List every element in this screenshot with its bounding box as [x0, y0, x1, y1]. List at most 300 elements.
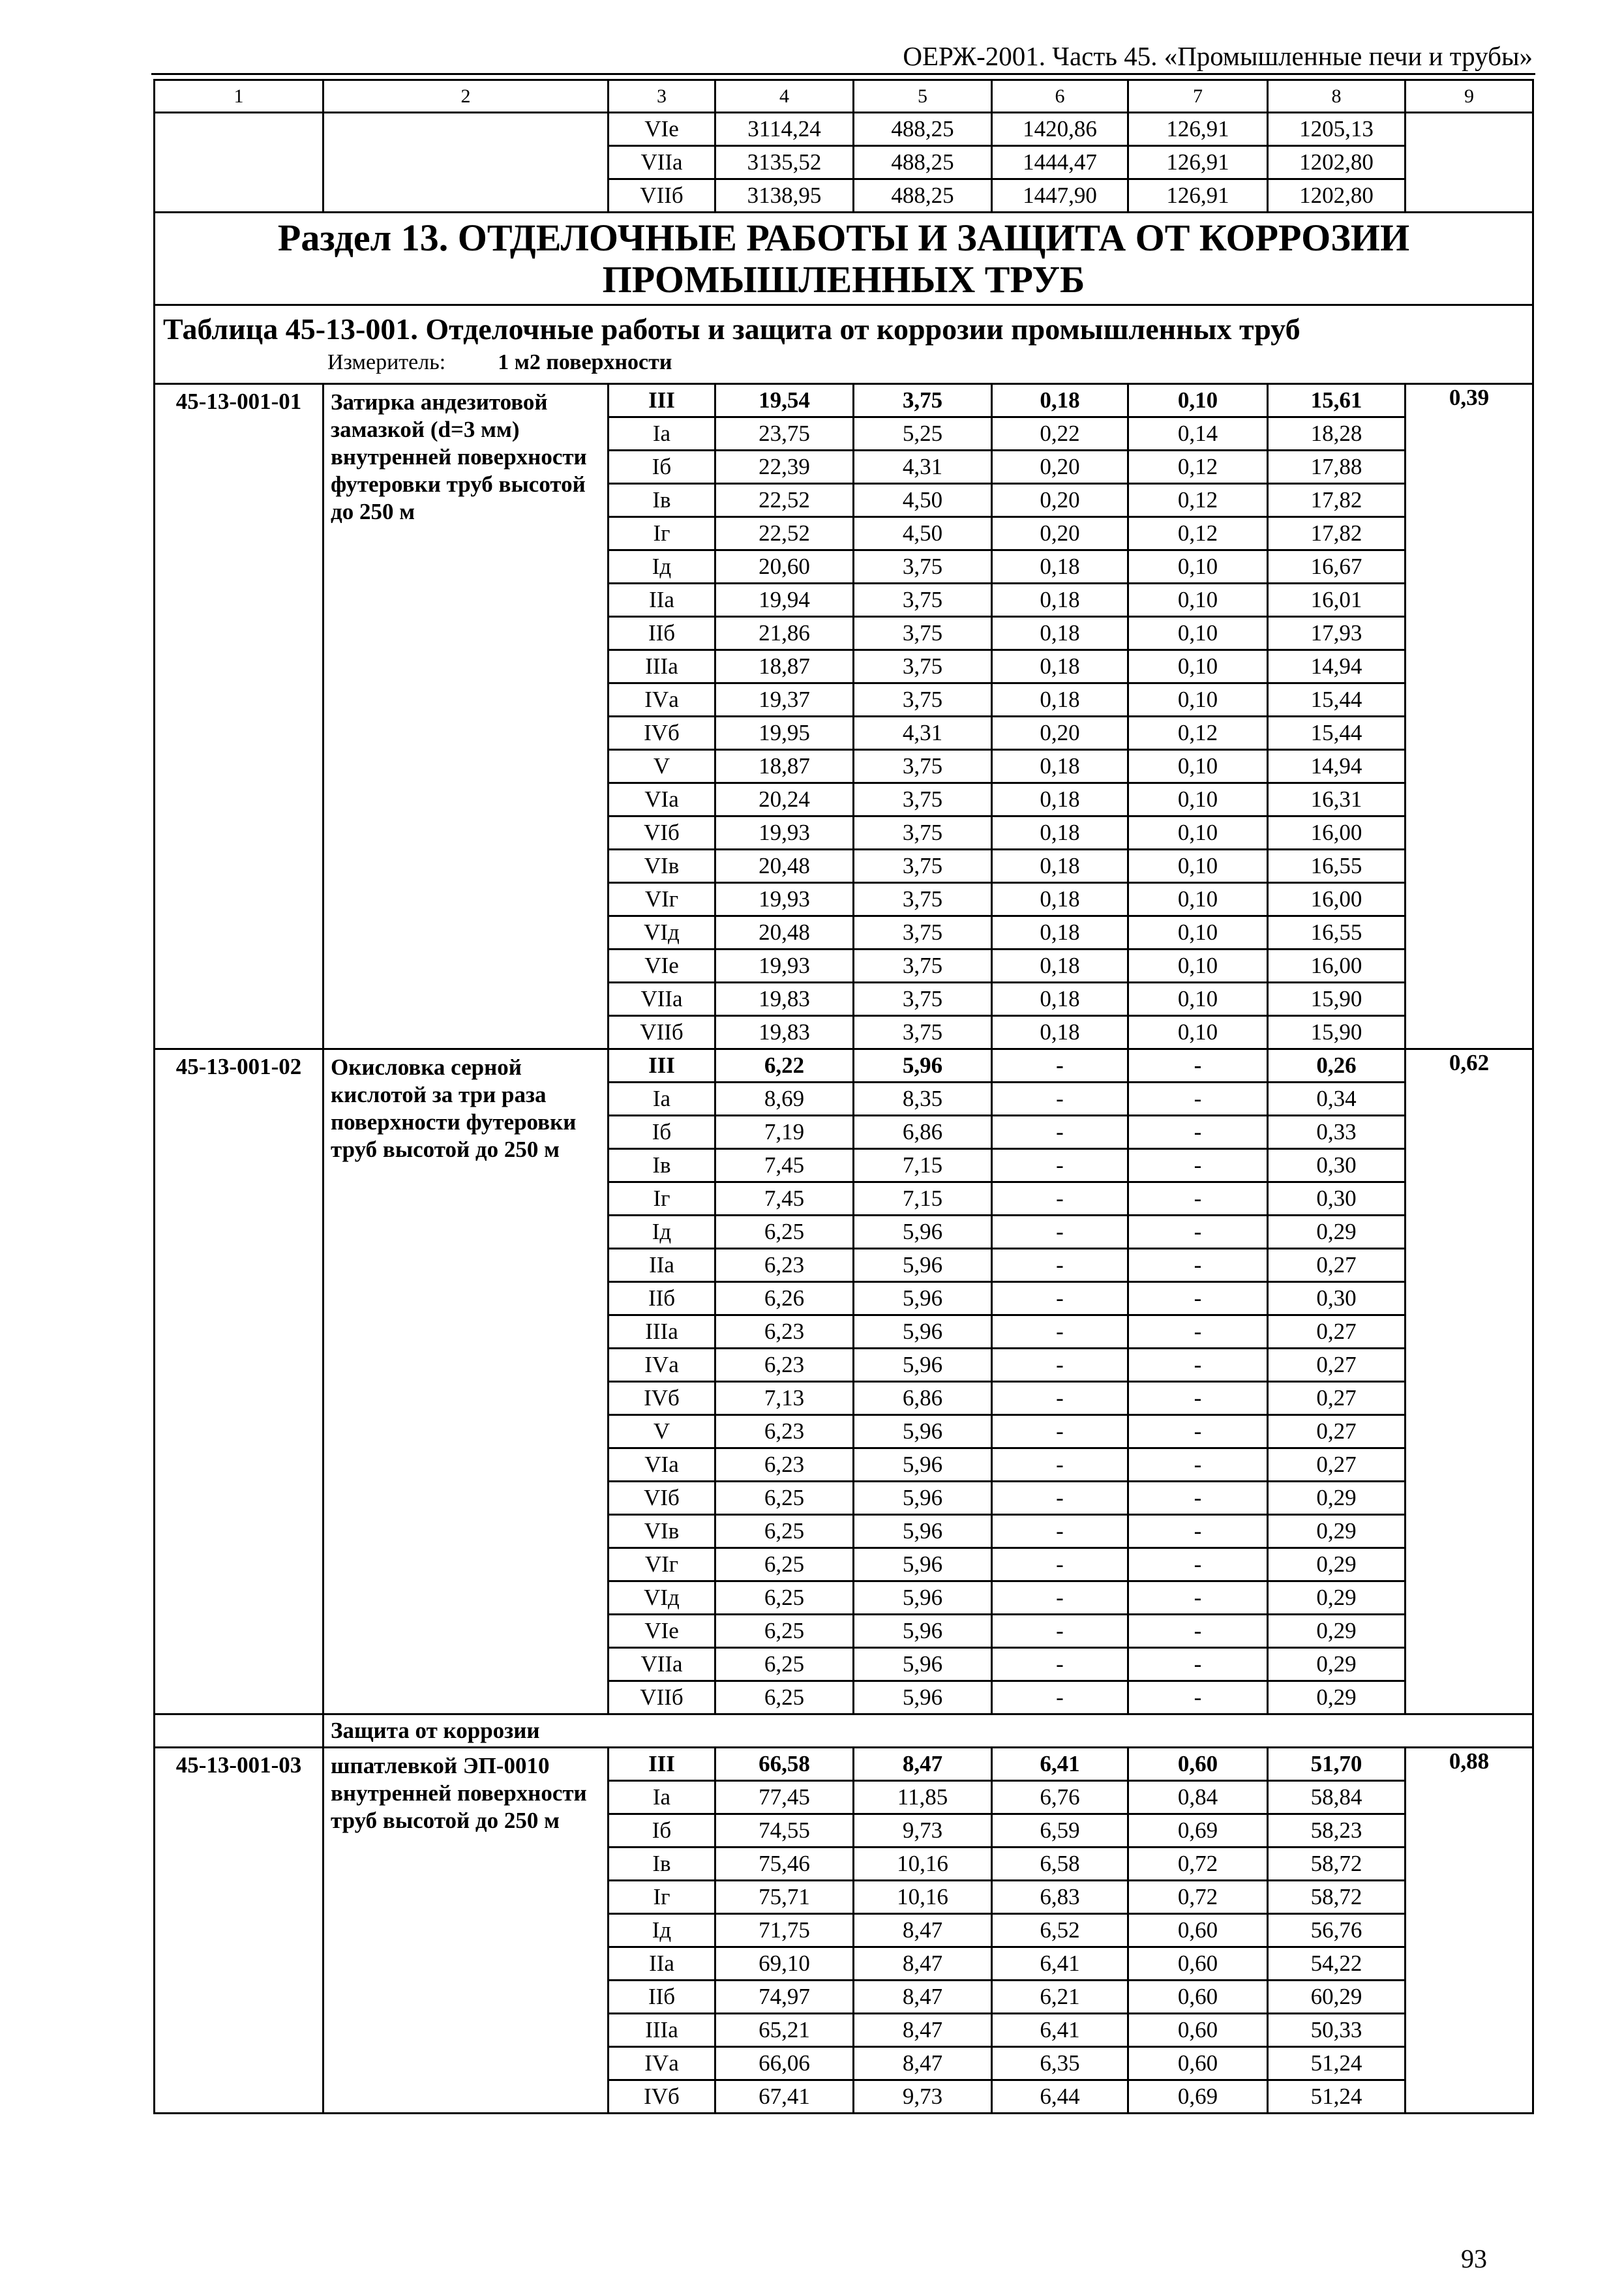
code-cell: 45-13-001-03	[155, 1748, 323, 2114]
materials-cell: 0,29	[1268, 1615, 1406, 1648]
machine-cost-cell: 0,20	[992, 484, 1128, 517]
machine-cost-cell: 6,44	[992, 2080, 1128, 2114]
wages-cell: 3,75	[854, 683, 992, 717]
machinist-wages-cell: 0,60	[1128, 1981, 1268, 2014]
machine-cost-cell: -	[992, 1482, 1128, 1515]
direct-cost-cell: 66,06	[715, 2047, 854, 2080]
machine-cost-cell: 0,18	[992, 950, 1128, 983]
materials-cell: 51,24	[1268, 2080, 1406, 2114]
zone-cell: VIIа	[609, 983, 715, 1016]
materials-cell: 0,27	[1268, 1249, 1406, 1282]
zone-cell: VIе	[609, 113, 715, 146]
machine-cost-cell: 1444,47	[992, 146, 1128, 179]
wages-cell: 7,15	[854, 1149, 992, 1182]
wages-cell: 5,96	[854, 1681, 992, 1714]
machine-cost-cell: -	[992, 1615, 1128, 1648]
wages-cell: 4,50	[854, 484, 992, 517]
zone-cell: IVа	[609, 2047, 715, 2080]
materials-cell: 0,29	[1268, 1648, 1406, 1681]
wages-cell: 8,47	[854, 2047, 992, 2080]
wages-cell: 9,73	[854, 2080, 992, 2114]
wages-cell: 5,96	[854, 1448, 992, 1482]
zone-cell: IVб	[609, 1382, 715, 1415]
machinist-wages-cell: 0,84	[1128, 1781, 1268, 1814]
zone-cell: IIб	[609, 1282, 715, 1315]
materials-cell: 0,27	[1268, 1382, 1406, 1415]
zone-cell: VIе	[609, 950, 715, 983]
materials-cell: 0,26	[1268, 1049, 1406, 1083]
wages-cell: 5,96	[854, 1581, 992, 1615]
direct-cost-cell: 6,26	[715, 1282, 854, 1315]
machine-cost-cell: 0,20	[992, 451, 1128, 484]
wages-cell: 8,47	[854, 1748, 992, 1781]
machinist-wages-cell: -	[1128, 1482, 1268, 1515]
zone-cell: IVб	[609, 717, 715, 750]
direct-cost-cell: 21,86	[715, 617, 854, 650]
zone-cell: IIб	[609, 617, 715, 650]
machinist-wages-cell: -	[1128, 1681, 1268, 1714]
machinist-wages-cell: 126,91	[1128, 146, 1268, 179]
machine-cost-cell: 0,18	[992, 883, 1128, 916]
running-header: ОЕРЖ-2001. Часть 45. «Промышленные печи и трубы»	[903, 41, 1533, 71]
wages-cell: 5,96	[854, 1315, 992, 1349]
wages-cell: 8,47	[854, 1947, 992, 1981]
direct-cost-cell: 19,83	[715, 983, 854, 1016]
wages-cell: 8,47	[854, 1981, 992, 2014]
machine-cost-cell: -	[992, 1382, 1128, 1415]
header-divider	[151, 73, 1535, 75]
machinist-wages-cell: 0,10	[1128, 617, 1268, 650]
machinist-wages-cell: 0,10	[1128, 783, 1268, 816]
materials-cell: 0,34	[1268, 1083, 1406, 1116]
zone-cell: IIIа	[609, 650, 715, 683]
machinist-wages-cell: 0,60	[1128, 1947, 1268, 1981]
code-cell: 45-13-001-02	[155, 1049, 323, 1714]
materials-cell: 0,29	[1268, 1482, 1406, 1515]
zone-cell: Iг	[609, 517, 715, 550]
materials-cell: 17,88	[1268, 451, 1406, 484]
machinist-wages-cell: 0,60	[1128, 1748, 1268, 1781]
direct-cost-cell: 65,21	[715, 2014, 854, 2047]
zone-cell: IVа	[609, 683, 715, 717]
direct-cost-cell: 6,25	[715, 1648, 854, 1681]
machine-cost-cell: 0,18	[992, 650, 1128, 683]
machine-cost-cell: 1447,90	[992, 179, 1128, 213]
subheading-spacer	[155, 1714, 323, 1748]
materials-cell: 0,29	[1268, 1548, 1406, 1581]
machinist-wages-cell: -	[1128, 1182, 1268, 1216]
section-title: Раздел 13. ОТДЕЛОЧНЫЕ РАБОТЫ И ЗАЩИТА ОТ КОРРОЗИИ ПРОМЫШЛЕННЫХ ТРУБ	[155, 213, 1533, 305]
wages-cell: 5,96	[854, 1482, 992, 1515]
materials-cell: 0,27	[1268, 1415, 1406, 1448]
machinist-wages-cell: 0,69	[1128, 1814, 1268, 1848]
machinist-wages-cell: 0,12	[1128, 717, 1268, 750]
direct-cost-cell: 6,23	[715, 1448, 854, 1482]
machine-cost-cell: 0,18	[992, 384, 1128, 417]
materials-cell: 17,82	[1268, 484, 1406, 517]
zone-cell: IIа	[609, 1947, 715, 1981]
unit-label: Измеритель:	[327, 350, 446, 374]
materials-cell: 0,30	[1268, 1149, 1406, 1182]
wages-cell: 3,75	[854, 384, 992, 417]
materials-cell: 15,61	[1268, 384, 1406, 417]
unit-line	[163, 348, 1524, 378]
rates-table	[153, 79, 1534, 2114]
column-number: 2	[323, 80, 609, 113]
description-cell: Затирка андезитовой замазкой (d=3 мм) внутренней поверхности футеровки труб высотой до 250 м	[323, 384, 609, 1049]
wages-cell: 11,85	[854, 1781, 992, 1814]
col9-cell: 0,39	[1406, 384, 1533, 1049]
machine-cost-cell: 6,83	[992, 1881, 1128, 1914]
direct-cost-cell: 6,25	[715, 1581, 854, 1615]
direct-cost-cell: 3114,24	[715, 113, 854, 146]
materials-cell: 0,33	[1268, 1116, 1406, 1149]
materials-cell: 58,72	[1268, 1848, 1406, 1881]
materials-cell: 17,93	[1268, 617, 1406, 650]
wages-cell: 488,25	[854, 146, 992, 179]
materials-cell: 1205,13	[1268, 113, 1406, 146]
machinist-wages-cell: 0,60	[1128, 2047, 1268, 2080]
machine-cost-cell: 0,18	[992, 617, 1128, 650]
machine-cost-cell: 6,35	[992, 2047, 1128, 2080]
machine-cost-cell: 0,18	[992, 750, 1128, 783]
materials-cell: 16,55	[1268, 850, 1406, 883]
zone-cell: Iа	[609, 417, 715, 451]
direct-cost-cell: 6,25	[715, 1216, 854, 1249]
materials-cell: 0,27	[1268, 1349, 1406, 1382]
unit-value: 1 м2 поверхности	[498, 350, 672, 374]
machine-cost-cell: 6,52	[992, 1914, 1128, 1947]
direct-cost-cell: 67,41	[715, 2080, 854, 2114]
subheading-row	[155, 1714, 1533, 1748]
machinist-wages-cell: 0,10	[1128, 916, 1268, 950]
zone-cell: VIе	[609, 1615, 715, 1648]
direct-cost-cell: 22,39	[715, 451, 854, 484]
subheading: Защита от коррозии	[323, 1714, 1533, 1748]
zone-cell: VIIб	[609, 1016, 715, 1049]
direct-cost-cell: 69,10	[715, 1947, 854, 1981]
machinist-wages-cell: 0,72	[1128, 1881, 1268, 1914]
wages-cell: 5,96	[854, 1415, 992, 1448]
wages-cell: 3,75	[854, 617, 992, 650]
wages-cell: 4,50	[854, 517, 992, 550]
materials-cell: 60,29	[1268, 1981, 1406, 2014]
wages-cell: 5,96	[854, 1515, 992, 1548]
machinist-wages-cell: 126,91	[1128, 179, 1268, 213]
wages-cell: 4,31	[854, 717, 992, 750]
direct-cost-cell: 18,87	[715, 750, 854, 783]
machine-cost-cell: 0,20	[992, 717, 1128, 750]
machine-cost-cell: 0,20	[992, 517, 1128, 550]
machinist-wages-cell: -	[1128, 1648, 1268, 1681]
direct-cost-cell: 19,93	[715, 950, 854, 983]
direct-cost-cell: 75,46	[715, 1848, 854, 1881]
machinist-wages-cell: 0,69	[1128, 2080, 1268, 2114]
direct-cost-cell: 19,94	[715, 584, 854, 617]
direct-cost-cell: 19,95	[715, 717, 854, 750]
zone-cell: VIд	[609, 1581, 715, 1615]
direct-cost-cell: 3135,52	[715, 146, 854, 179]
machine-cost-cell: 0,18	[992, 916, 1128, 950]
table-row	[155, 384, 1533, 417]
materials-cell: 0,29	[1268, 1216, 1406, 1249]
zone-cell: Iб	[609, 451, 715, 484]
machinist-wages-cell: 0,10	[1128, 883, 1268, 916]
machine-cost-cell: -	[992, 1182, 1128, 1216]
wages-cell: 3,75	[854, 916, 992, 950]
table-row	[155, 1049, 1533, 1083]
machine-cost-cell: 6,41	[992, 1748, 1128, 1781]
machine-cost-cell: 6,76	[992, 1781, 1128, 1814]
machine-cost-cell: -	[992, 1315, 1128, 1349]
machine-cost-cell: -	[992, 1116, 1128, 1149]
materials-cell: 16,00	[1268, 816, 1406, 850]
direct-cost-cell: 22,52	[715, 484, 854, 517]
direct-cost-cell: 6,23	[715, 1249, 854, 1282]
materials-cell: 17,82	[1268, 517, 1406, 550]
machinist-wages-cell: 0,10	[1128, 683, 1268, 717]
wages-cell: 9,73	[854, 1814, 992, 1848]
direct-cost-cell: 6,23	[715, 1315, 854, 1349]
machinist-wages-cell: 0,10	[1128, 584, 1268, 617]
materials-cell: 16,55	[1268, 916, 1406, 950]
materials-cell: 0,29	[1268, 1681, 1406, 1714]
zone-cell: IVб	[609, 2080, 715, 2114]
machine-cost-cell: -	[992, 1681, 1128, 1714]
machinist-wages-cell: -	[1128, 1382, 1268, 1415]
direct-cost-cell: 19,37	[715, 683, 854, 717]
direct-cost-cell: 20,24	[715, 783, 854, 816]
zone-cell: VIIа	[609, 146, 715, 179]
machinist-wages-cell: -	[1128, 1049, 1268, 1083]
direct-cost-cell: 20,48	[715, 916, 854, 950]
wages-cell: 3,75	[854, 950, 992, 983]
machinist-wages-cell: -	[1128, 1116, 1268, 1149]
direct-cost-cell: 6,25	[715, 1681, 854, 1714]
machine-cost-cell: 0,18	[992, 783, 1128, 816]
machinist-wages-cell: -	[1128, 1548, 1268, 1581]
direct-cost-cell: 7,19	[715, 1116, 854, 1149]
materials-cell: 0,30	[1268, 1282, 1406, 1315]
wages-cell: 488,25	[854, 113, 992, 146]
machinist-wages-cell: 0,60	[1128, 2014, 1268, 2047]
wages-cell: 8,47	[854, 2014, 992, 2047]
machinist-wages-cell: 0,12	[1128, 451, 1268, 484]
direct-cost-cell: 75,71	[715, 1881, 854, 1914]
wages-cell: 3,75	[854, 1016, 992, 1049]
machine-cost-cell: -	[992, 1448, 1128, 1482]
wages-cell: 5,96	[854, 1349, 992, 1382]
zone-cell: VIв	[609, 850, 715, 883]
materials-cell: 0,27	[1268, 1448, 1406, 1482]
machine-cost-cell: -	[992, 1415, 1128, 1448]
materials-cell: 16,00	[1268, 883, 1406, 916]
machinist-wages-cell: -	[1128, 1615, 1268, 1648]
column-number: 1	[155, 80, 323, 113]
machine-cost-cell: 6,58	[992, 1848, 1128, 1881]
col9-cell: 0,88	[1406, 1748, 1533, 2114]
machine-cost-cell: 0,18	[992, 683, 1128, 717]
zone-cell: Iв	[609, 1848, 715, 1881]
machinist-wages-cell: 0,10	[1128, 384, 1268, 417]
table-body	[155, 80, 1533, 2114]
materials-cell: 16,67	[1268, 550, 1406, 584]
direct-cost-cell: 23,75	[715, 417, 854, 451]
description-cell: шпатлевкой ЭП-0010 внутренней поверхности труб высотой до 250 м	[323, 1748, 609, 2114]
column-number: 7	[1128, 80, 1268, 113]
materials-cell: 15,44	[1268, 683, 1406, 717]
zone-cell: Iв	[609, 484, 715, 517]
materials-cell: 15,90	[1268, 983, 1406, 1016]
section-row	[155, 213, 1533, 305]
direct-cost-cell: 7,45	[715, 1182, 854, 1216]
machinist-wages-cell: 0,10	[1128, 1016, 1268, 1049]
machinist-wages-cell: -	[1128, 1315, 1268, 1349]
wages-cell: 10,16	[854, 1881, 992, 1914]
wages-cell: 8,47	[854, 1914, 992, 1947]
machinist-wages-cell: 0,10	[1128, 816, 1268, 850]
direct-cost-cell: 19,93	[715, 816, 854, 850]
machine-cost-cell: -	[992, 1548, 1128, 1581]
machinist-wages-cell: 0,10	[1128, 983, 1268, 1016]
column-number-row	[155, 80, 1533, 113]
direct-cost-cell: 8,69	[715, 1083, 854, 1116]
materials-cell: 58,72	[1268, 1881, 1406, 1914]
machinist-wages-cell: 0,10	[1128, 850, 1268, 883]
direct-cost-cell: 19,83	[715, 1016, 854, 1049]
direct-cost-cell: 19,93	[715, 883, 854, 916]
machine-cost-cell: -	[992, 1249, 1128, 1282]
machine-cost-cell: 0,18	[992, 584, 1128, 617]
machinist-wages-cell: -	[1128, 1149, 1268, 1182]
column-number: 4	[715, 80, 854, 113]
machinist-wages-cell: 126,91	[1128, 113, 1268, 146]
zone-cell: VIв	[609, 1515, 715, 1548]
wages-cell: 3,75	[854, 783, 992, 816]
materials-cell: 0,29	[1268, 1515, 1406, 1548]
machine-cost-cell: 0,18	[992, 1016, 1128, 1049]
wages-cell: 10,16	[854, 1848, 992, 1881]
code-cell: 45-13-001-01	[155, 384, 323, 1049]
materials-cell: 0,27	[1268, 1315, 1406, 1349]
description-cell	[323, 113, 609, 213]
machine-cost-cell: -	[992, 1049, 1128, 1083]
materials-cell: 1202,80	[1268, 146, 1406, 179]
direct-cost-cell: 6,25	[715, 1615, 854, 1648]
machinist-wages-cell: 0,60	[1128, 1914, 1268, 1947]
direct-cost-cell: 74,97	[715, 1981, 854, 2014]
direct-cost-cell: 6,23	[715, 1349, 854, 1382]
table-title-row	[155, 305, 1533, 384]
zone-cell: IIа	[609, 1249, 715, 1282]
wages-cell: 3,75	[854, 883, 992, 916]
zone-cell: VIIб	[609, 179, 715, 213]
direct-cost-cell: 77,45	[715, 1781, 854, 1814]
direct-cost-cell: 6,22	[715, 1049, 854, 1083]
materials-cell: 14,94	[1268, 650, 1406, 683]
machinist-wages-cell: 0,10	[1128, 950, 1268, 983]
materials-cell: 0,30	[1268, 1182, 1406, 1216]
materials-cell: 50,33	[1268, 2014, 1406, 2047]
machine-cost-cell: 0,18	[992, 550, 1128, 584]
direct-cost-cell: 6,25	[715, 1515, 854, 1548]
direct-cost-cell: 6,25	[715, 1482, 854, 1515]
direct-cost-cell: 22,52	[715, 517, 854, 550]
zone-cell: III	[609, 1748, 715, 1781]
machinist-wages-cell: 0,14	[1128, 417, 1268, 451]
zone-cell: VIг	[609, 1548, 715, 1581]
materials-cell: 16,01	[1268, 584, 1406, 617]
machinist-wages-cell: 0,10	[1128, 750, 1268, 783]
wages-cell: 488,25	[854, 179, 992, 213]
zone-cell: Iд	[609, 1216, 715, 1249]
direct-cost-cell: 18,87	[715, 650, 854, 683]
wages-cell: 4,31	[854, 451, 992, 484]
direct-cost-cell: 7,45	[715, 1149, 854, 1182]
wages-cell: 5,96	[854, 1615, 992, 1648]
column-number: 6	[992, 80, 1128, 113]
zone-cell: VIг	[609, 883, 715, 916]
table-title-cell	[155, 305, 1533, 384]
col9-cell	[1406, 113, 1533, 213]
wages-cell: 5,96	[854, 1216, 992, 1249]
machinist-wages-cell: -	[1128, 1249, 1268, 1282]
machine-cost-cell: -	[992, 1149, 1128, 1182]
zone-cell: Iб	[609, 1814, 715, 1848]
machine-cost-cell: 1420,86	[992, 113, 1128, 146]
machine-cost-cell: 6,59	[992, 1814, 1128, 1848]
code-cell	[155, 113, 323, 213]
zone-cell: VIIб	[609, 1681, 715, 1714]
column-number: 9	[1406, 80, 1533, 113]
wages-cell: 5,25	[854, 417, 992, 451]
machinist-wages-cell: -	[1128, 1083, 1268, 1116]
description-cell: Окисловка серной кислотой за три раза поверхности футеровки труб высотой до 250 м	[323, 1049, 609, 1714]
machinist-wages-cell: -	[1128, 1415, 1268, 1448]
zone-cell: VIа	[609, 1448, 715, 1482]
machine-cost-cell: -	[992, 1581, 1128, 1615]
materials-cell: 1202,80	[1268, 179, 1406, 213]
wages-cell: 6,86	[854, 1382, 992, 1415]
machine-cost-cell: -	[992, 1648, 1128, 1681]
machinist-wages-cell: 0,12	[1128, 484, 1268, 517]
zone-cell: IIIа	[609, 1315, 715, 1349]
materials-cell: 0,29	[1268, 1581, 1406, 1615]
machinist-wages-cell: 0,12	[1128, 517, 1268, 550]
page-number: 93	[1461, 2244, 1487, 2273]
zone-cell: Iг	[609, 1182, 715, 1216]
wages-cell: 3,75	[854, 850, 992, 883]
zone-cell: VIIа	[609, 1648, 715, 1681]
machine-cost-cell: 6,41	[992, 1947, 1128, 1981]
wages-cell: 3,75	[854, 550, 992, 584]
direct-cost-cell: 74,55	[715, 1814, 854, 1848]
machinist-wages-cell: 0,72	[1128, 1848, 1268, 1881]
materials-cell: 15,44	[1268, 717, 1406, 750]
wages-cell: 3,75	[854, 983, 992, 1016]
direct-cost-cell: 6,23	[715, 1415, 854, 1448]
wages-cell: 3,75	[854, 816, 992, 850]
direct-cost-cell: 7,13	[715, 1382, 854, 1415]
machinist-wages-cell: -	[1128, 1515, 1268, 1548]
machine-cost-cell: -	[992, 1282, 1128, 1315]
wages-cell: 5,96	[854, 1548, 992, 1581]
direct-cost-cell: 19,54	[715, 384, 854, 417]
wages-cell: 5,96	[854, 1282, 992, 1315]
column-number: 5	[854, 80, 992, 113]
materials-cell: 14,94	[1268, 750, 1406, 783]
machine-cost-cell: -	[992, 1083, 1128, 1116]
